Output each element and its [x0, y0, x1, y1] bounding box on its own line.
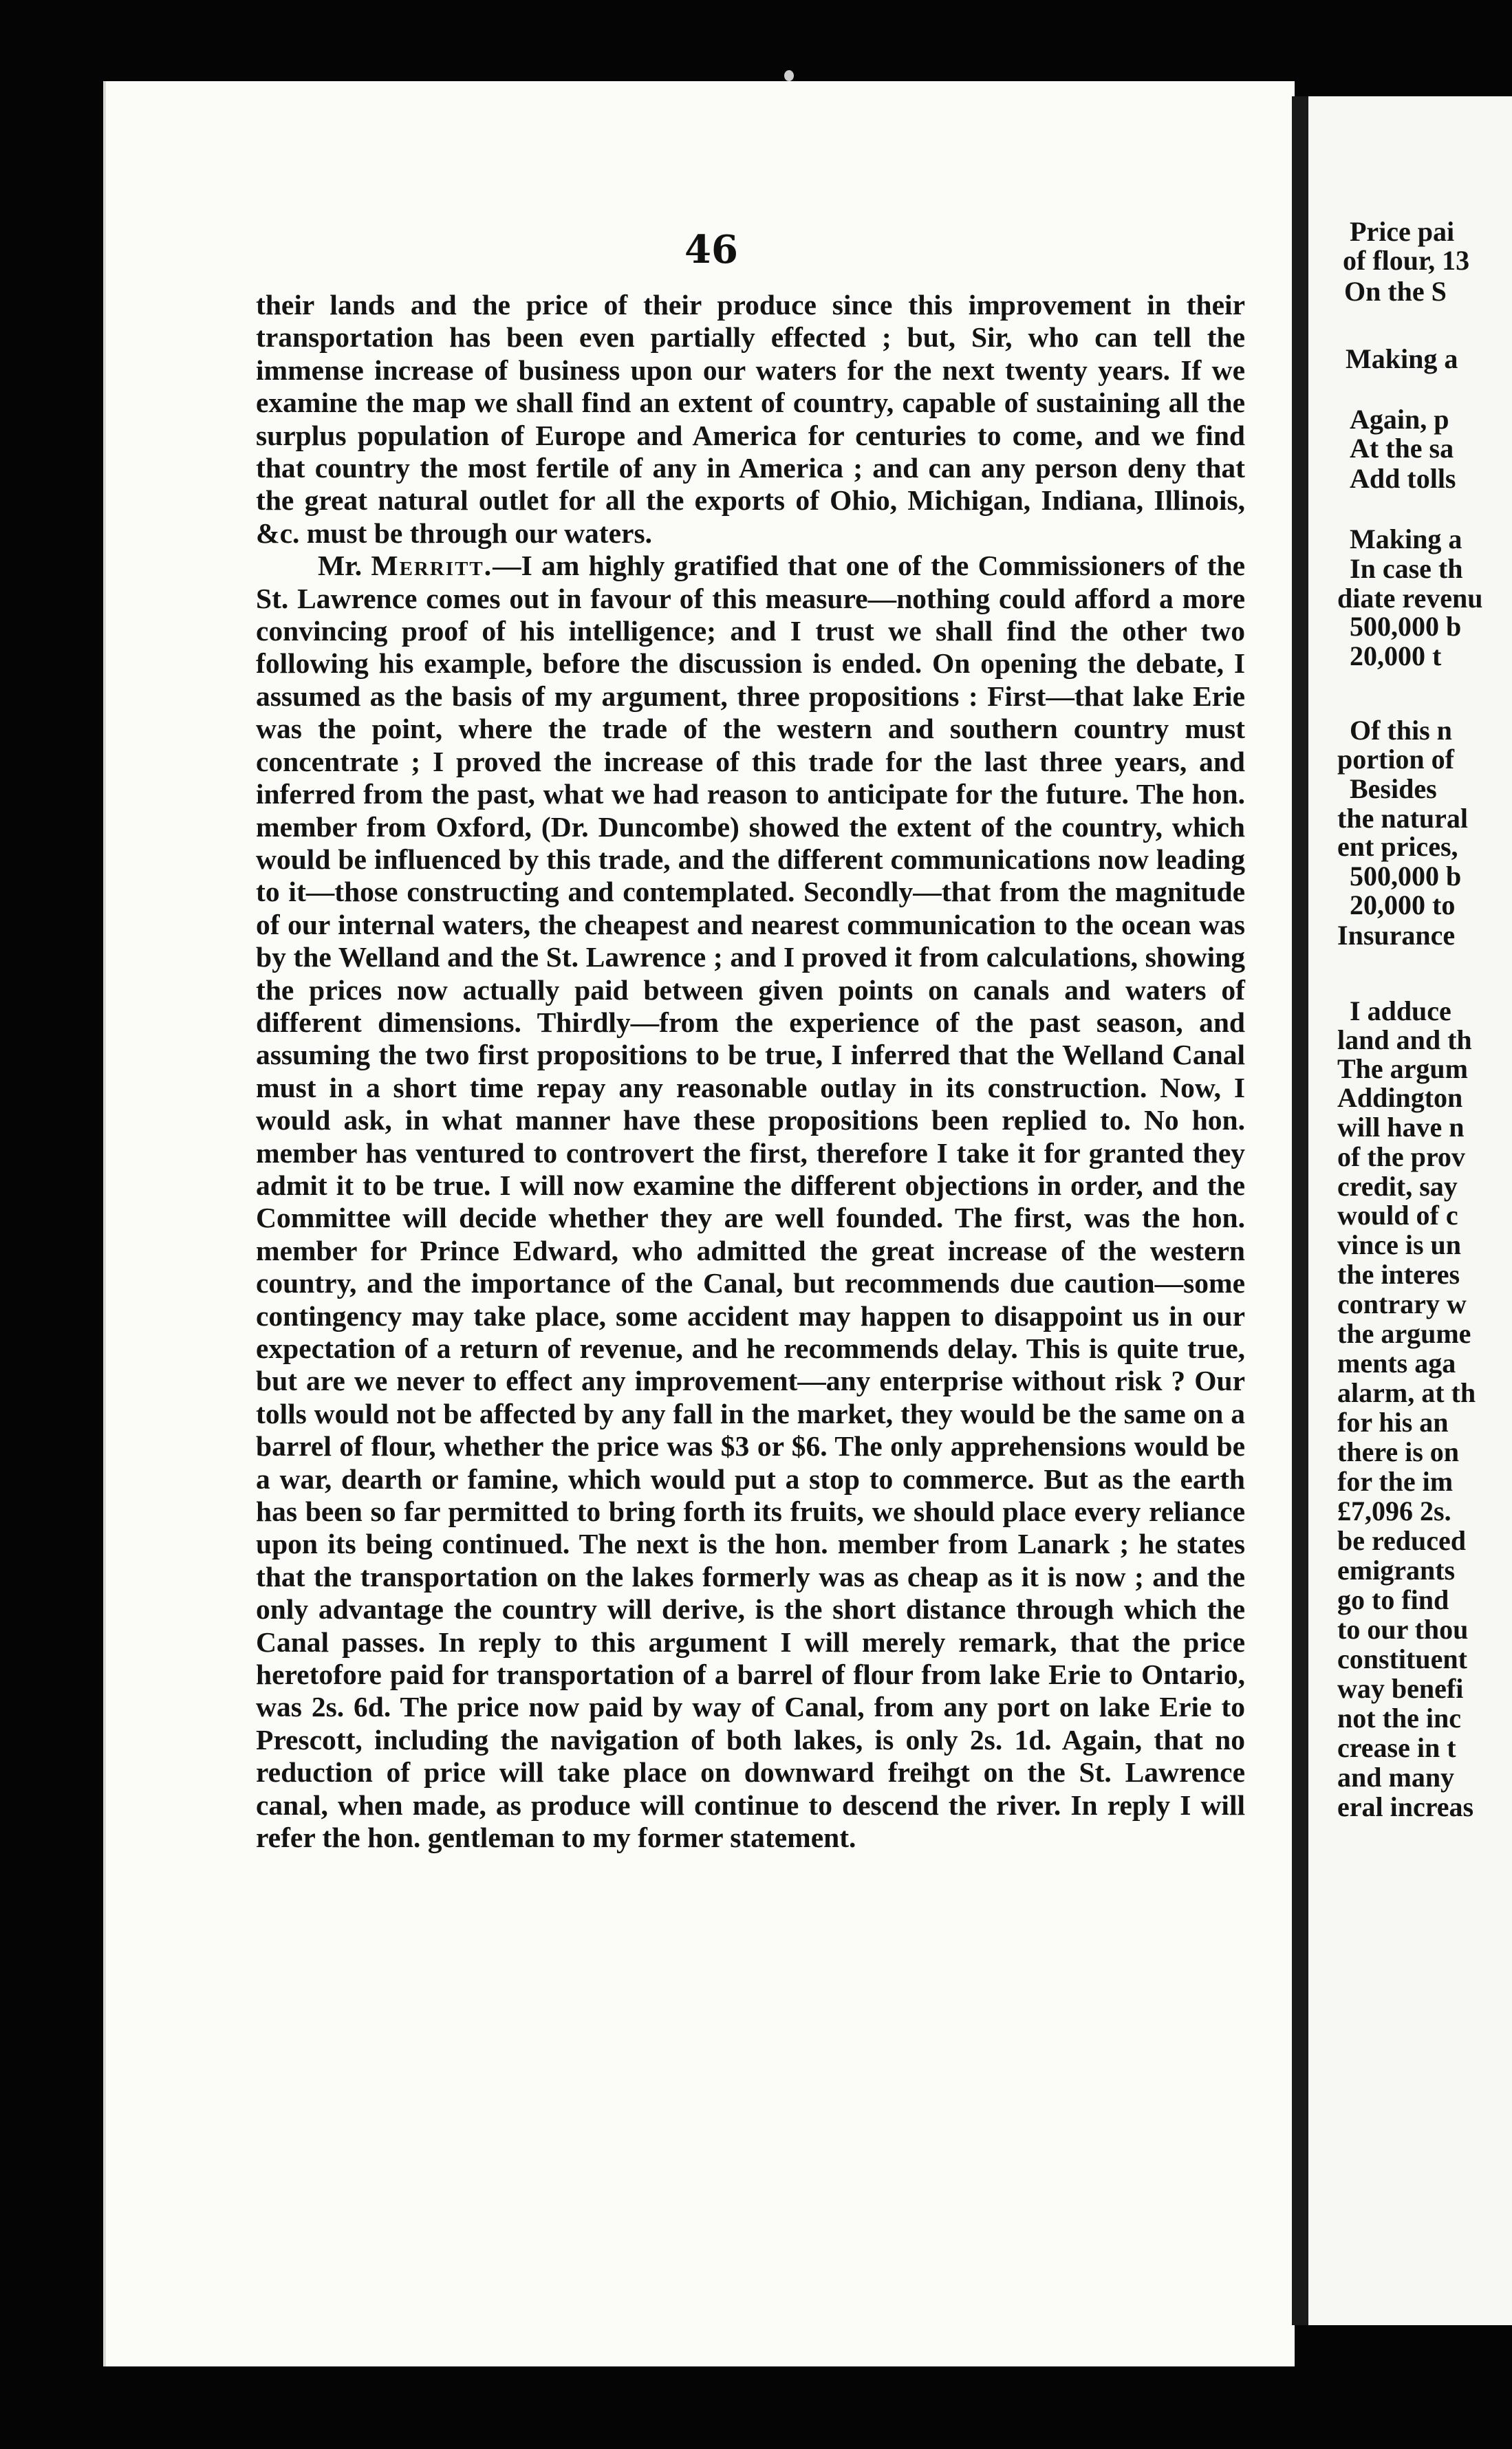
- speaker-name: Merritt.: [371, 550, 493, 582]
- right-page-line: not the inc: [1337, 1703, 1461, 1734]
- right-page-line: credit, say: [1337, 1171, 1458, 1202]
- right-page-line: vince is un: [1337, 1229, 1462, 1260]
- right-page-line: Of this n: [1350, 715, 1452, 746]
- right-page-line: In case th: [1350, 553, 1463, 584]
- right-page-line: crease in t: [1337, 1732, 1456, 1763]
- page-number: 46: [684, 227, 738, 272]
- right-page-line: will have n: [1337, 1112, 1465, 1143]
- right-page-line: 500,000 b: [1350, 861, 1462, 892]
- right-page-line: On the S: [1344, 276, 1447, 307]
- right-page-line: I adduce: [1350, 995, 1451, 1026]
- right-page-line: for the im: [1337, 1466, 1454, 1497]
- right-page-line: be reduced: [1337, 1525, 1467, 1556]
- right-page-line: and many: [1337, 1762, 1455, 1793]
- right-page-line: contrary w: [1337, 1288, 1467, 1319]
- right-page-line: emigrants: [1337, 1555, 1456, 1586]
- right-page-line: Again, p: [1350, 404, 1449, 435]
- right-page-line: the argume: [1337, 1318, 1471, 1349]
- right-page-line: 20,000 to: [1350, 889, 1456, 920]
- body-text: [256, 289, 1245, 1855]
- right-page-line: the interes: [1337, 1259, 1460, 1290]
- right-page-line: Add tolls: [1350, 463, 1456, 494]
- right-page-line: land and th: [1337, 1024, 1472, 1055]
- right-page-line: the natural: [1337, 803, 1468, 834]
- right-page-line: ments aga: [1337, 1348, 1456, 1379]
- right-page-line: £7,096 2s.: [1337, 1496, 1451, 1526]
- right-page-line: Addington: [1337, 1082, 1463, 1113]
- right-page-line: ent prices,: [1337, 831, 1458, 862]
- paragraph-2-text: —I am highly gratified that one of the Commissioners of the St. Lawrence comes out in favour of this measure—nothing could afford a more convincing proof of his intelligence; and I trust we shall find the other two following his example, before the discussion is ended. On opening the debate, I assumed as the basis of my argument, three propositions : First—that lake Erie was the point, where the trade of the western and southern country must concentrate ; I proved the increase of this trade for the last three years, and inferred from the past, what we had reason to anticipate for the future. The hon. member from Oxford, (Dr. Duncombe) showed the extent of the country, which would be influenced by this trade, and the different communications now leading to it—those constructing and contemplated. Secondly—that from the magnitude of our internal waters, the cheapest and nearest communication to the ocean was by the Welland and the St. Lawrence ; and I proved it from calculations, showing the prices now actually paid between given points on canals and waters of different dimensions. Thirdly—from the experience of the past season, and assuming the two first propositions to be true, I inferred that the Welland Canal must in a short time repay any reasonable outlay in its construction. Now, I would ask, in what manner have these propositions been replied to. No hon. member has ventured to controvert the first, therefore I take it for granted they admit it to be true. I will now examine the different objections in order, and the Committee will decide whether they are well founded. The first, was the hon. member for Prince Edward, who admitted the great increase of the western country, and the importance of the Canal, but recommends due caution—some contingency may take place, some accident may happen to disappoint us in our expectation of a return of revenue, and he recommends delay. This is quite true, but are we never to effect any improvement—any enterprise without risk ? Our tolls would not be affected by any fall in the market, they would be the same on a barrel of flour, whether the price was $3 or $6. The only apprehensions would be a war, dearth or famine, which would put a stop to commerce. But as the earth has been so far permitted to bring forth its fruits, we should place every reliance upon its being continued. The next is the hon. member from Lanark ; he states that the transportation on the lakes formerly was as cheap as it is now ; and the only advantage the country will derive, is the short distance through which the Canal passes. In reply to this argument I will merely remark, that the price heretofore paid for transportation of a barrel of flour from lake Erie to Ontario, was 2s. 6d. The price now paid by way of Canal, from any port on lake Erie to Prescott, including the navigation of both lakes, is only 2s. 1d. Again, that no reduction of price will take place on downward freihgt on the St. Lawrence canal, when made, as produce will continue to descend the river. In reply I will refer the hon. gentleman to my former statement.: [256, 550, 1245, 1854]
- right-page-line: 20,000 t: [1350, 640, 1442, 671]
- right-page-line: Making a: [1346, 343, 1458, 374]
- binding-mark: [784, 70, 794, 81]
- right-page-line: would of c: [1337, 1200, 1458, 1231]
- right-page-line: to our thou: [1337, 1614, 1469, 1645]
- right-page-line: go to find: [1337, 1584, 1449, 1615]
- right-page-line: At the sa: [1350, 433, 1454, 464]
- right-page-line: of flour, 13: [1343, 245, 1470, 276]
- right-page-line: way benefi: [1337, 1673, 1464, 1704]
- right-page-line: portion of: [1337, 744, 1454, 775]
- right-page-line: Besides: [1350, 773, 1437, 804]
- right-page-line: eral increas: [1337, 1791, 1474, 1822]
- right-page-line: The argum: [1337, 1053, 1468, 1084]
- paragraph-2: [256, 550, 1245, 1854]
- right-page-line: for his an: [1337, 1407, 1449, 1438]
- book-gutter: [1292, 96, 1308, 2325]
- right-page-line: Price pai: [1350, 216, 1455, 247]
- right-page-line: 500,000 b: [1350, 611, 1462, 642]
- paragraph-1: their lands and the price of their produce since this improvement in their transportation has been even partially effected ; but, Sir, who can tell the immense increase of business upon our waters for the next twenty years. If we examine the map we shall find an extent of country, capable of sustaining all the surplus population of Europe and America for centuries to come, and we find that country the most fertile of any in America ; and can any person deny that the great natural outlet for all the exports of Ohio, Michigan, Indiana, Illinois, &c. must be through our waters.: [256, 289, 1245, 549]
- right-page-line: Insurance: [1337, 920, 1456, 951]
- right-page-line: of the prov: [1337, 1141, 1465, 1172]
- speaker-prefix: Mr.: [318, 550, 363, 582]
- left-page: [103, 81, 1295, 2366]
- right-page-line: alarm, at th: [1337, 1377, 1476, 1408]
- right-page-fragment: [1308, 96, 1512, 2325]
- right-page-line: diate revenu: [1337, 583, 1483, 614]
- right-page-line: constituent: [1337, 1643, 1467, 1674]
- right-page-line: there is on: [1337, 1436, 1460, 1467]
- right-page-line: Making a: [1350, 524, 1462, 554]
